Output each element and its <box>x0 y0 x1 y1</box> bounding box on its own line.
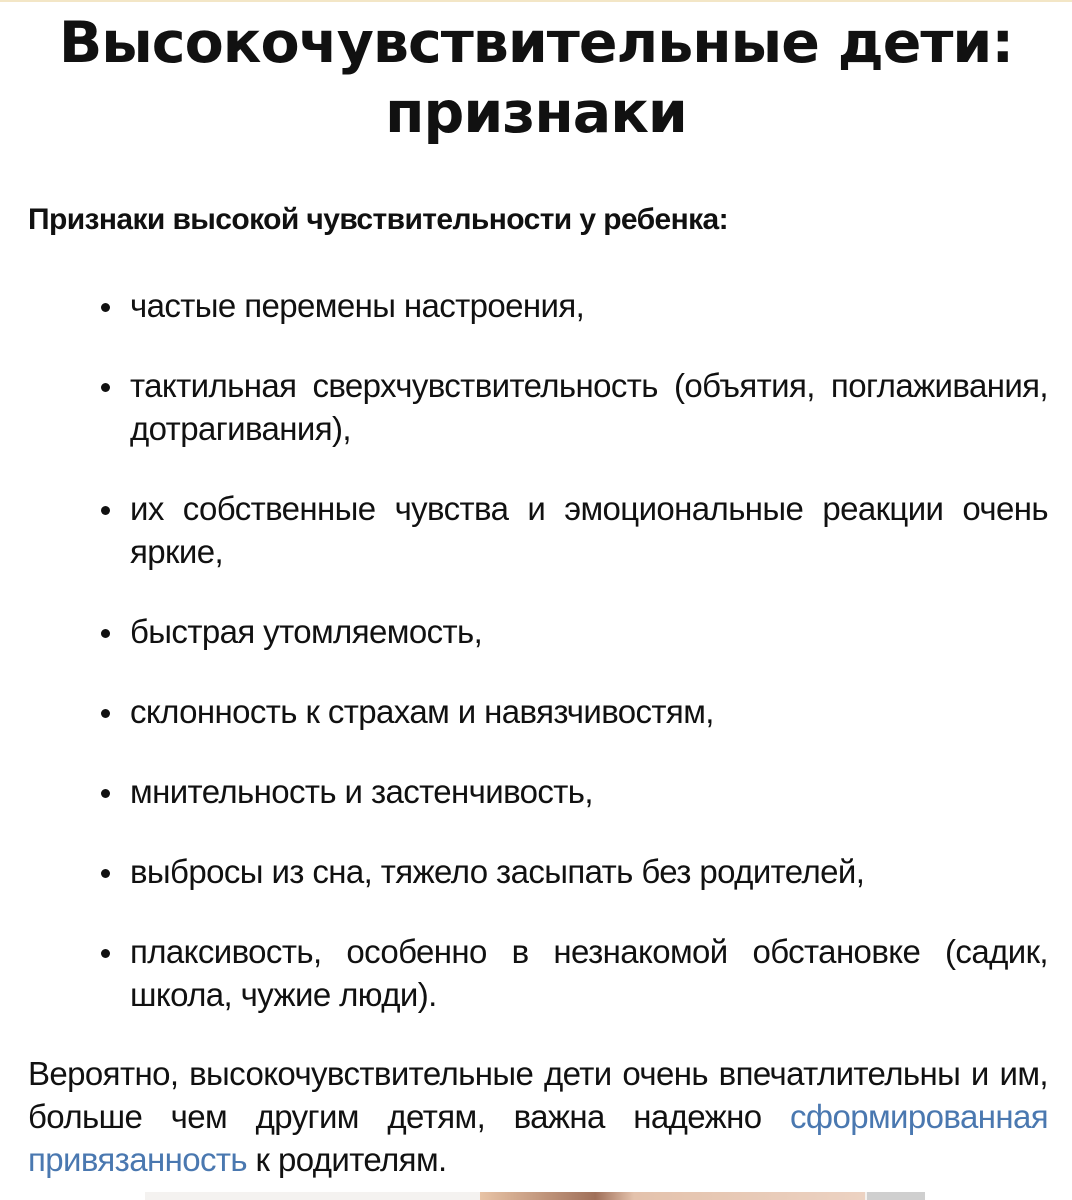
article-title: Высокочувствительные дети: признаки <box>58 10 1014 146</box>
list-item: быстрая утомляемость, <box>0 610 1048 653</box>
section-subheading: Признаки высокой чувствительности у ребенка: <box>28 203 729 236</box>
paragraph-text-end: к родителям. <box>246 1141 447 1178</box>
body-paragraph <box>28 1052 1048 1181</box>
attachment-link[interactable]: сформированная привязанность <box>28 1098 1048 1178</box>
list-item: мнительность и застенчивость, <box>0 770 1048 813</box>
article-image <box>145 1192 925 1200</box>
list-item: склонность к страхам и навязчивостям, <box>0 690 1048 733</box>
list-item: тактильная сверхчувствительность (объятия, поглаживания, дотрагивания), <box>0 364 1048 450</box>
list-item: их собственные чувства и эмоциональные реакции очень яркие, <box>0 487 1048 573</box>
list-item: выбросы из сна, тяжело засыпать без родителей, <box>0 850 1048 893</box>
paragraph-text: Вероятно, высокочувствительные дети очень впечатлительны и им, больше чем другим детям, важна надежно <box>28 1055 1048 1135</box>
list-item: плаксивость, особенно в незнакомой обстановке (садик, школа, чужие люди). <box>0 930 1048 1016</box>
top-divider <box>0 0 1072 2</box>
signs-list <box>0 284 1048 1053</box>
list-item: частые перемены настроения, <box>0 284 1048 327</box>
